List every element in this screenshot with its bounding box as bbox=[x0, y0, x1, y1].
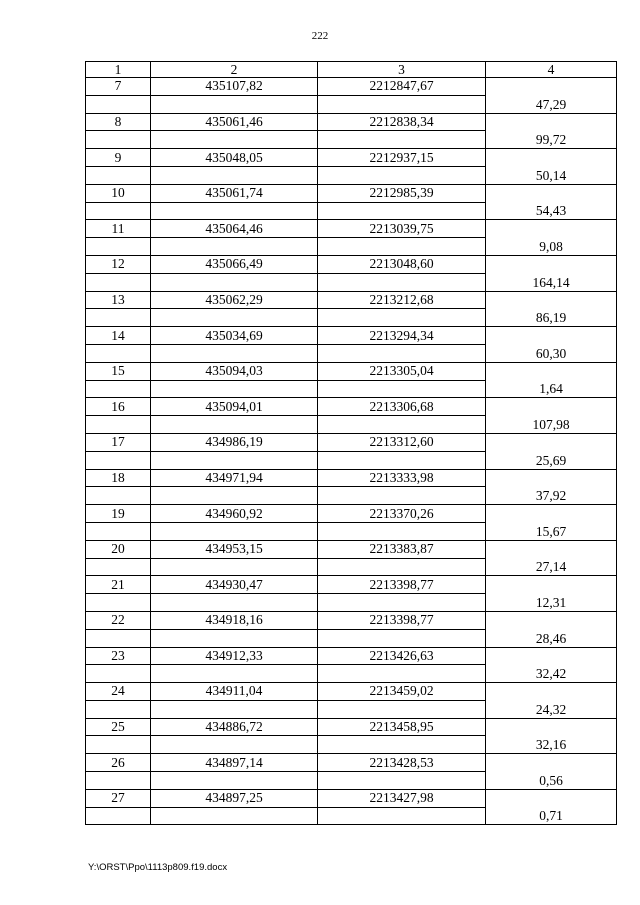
y-coordinate-cell: 2213048,60 bbox=[318, 255, 486, 273]
empty-cell bbox=[151, 273, 318, 291]
distance-cell: 50,14 bbox=[486, 149, 617, 185]
empty-cell bbox=[86, 202, 151, 220]
point-number-cell: 14 bbox=[86, 327, 151, 345]
point-row bbox=[86, 433, 617, 451]
empty-cell bbox=[151, 166, 318, 184]
point-number-cell: 19 bbox=[86, 505, 151, 523]
distance-cell: 86,19 bbox=[486, 291, 617, 327]
empty-cell bbox=[86, 131, 151, 149]
empty-cell bbox=[318, 95, 486, 113]
point-number-cell: 26 bbox=[86, 754, 151, 772]
y-coordinate-cell: 2213383,87 bbox=[318, 540, 486, 558]
empty-cell bbox=[86, 273, 151, 291]
empty-cell bbox=[318, 522, 486, 540]
empty-cell bbox=[151, 416, 318, 434]
point-number-cell: 10 bbox=[86, 184, 151, 202]
point-number-cell: 22 bbox=[86, 611, 151, 629]
x-coordinate-cell: 435034,69 bbox=[151, 327, 318, 345]
empty-cell bbox=[318, 202, 486, 220]
empty-cell bbox=[86, 736, 151, 754]
y-coordinate-cell: 2213370,26 bbox=[318, 505, 486, 523]
empty-cell bbox=[318, 665, 486, 683]
empty-cell bbox=[318, 807, 486, 825]
x-coordinate-cell: 434960,92 bbox=[151, 505, 318, 523]
point-row bbox=[86, 789, 617, 807]
point-number-cell: 23 bbox=[86, 647, 151, 665]
distance-cell: 54,43 bbox=[486, 184, 617, 220]
empty-cell bbox=[151, 558, 318, 576]
column-header-1: 1 bbox=[86, 62, 151, 78]
empty-cell bbox=[318, 309, 486, 327]
point-number-cell: 25 bbox=[86, 718, 151, 736]
footer-file-path: Y:\ORST\Ppo\1113p809.f19.docx bbox=[88, 862, 228, 873]
point-row bbox=[86, 469, 617, 487]
point-row bbox=[86, 754, 617, 772]
empty-cell bbox=[86, 700, 151, 718]
empty-cell bbox=[86, 558, 151, 576]
x-coordinate-cell: 435064,46 bbox=[151, 220, 318, 238]
point-number-cell: 24 bbox=[86, 683, 151, 701]
point-row bbox=[86, 291, 617, 309]
point-number-cell: 18 bbox=[86, 469, 151, 487]
distance-cell: 0,56 bbox=[486, 754, 617, 790]
point-number-cell: 13 bbox=[86, 291, 151, 309]
distance-cell: 9,08 bbox=[486, 220, 617, 256]
x-coordinate-cell: 434971,94 bbox=[151, 469, 318, 487]
empty-cell bbox=[151, 202, 318, 220]
point-number-cell: 27 bbox=[86, 789, 151, 807]
column-header-4: 4 bbox=[486, 62, 617, 78]
empty-cell bbox=[86, 629, 151, 647]
empty-cell bbox=[318, 629, 486, 647]
empty-cell bbox=[86, 451, 151, 469]
point-row bbox=[86, 362, 617, 380]
point-row bbox=[86, 113, 617, 131]
point-row bbox=[86, 78, 617, 96]
y-coordinate-cell: 2212937,15 bbox=[318, 149, 486, 167]
empty-cell bbox=[318, 736, 486, 754]
y-coordinate-cell: 2213459,02 bbox=[318, 683, 486, 701]
distance-cell: 24,32 bbox=[486, 683, 617, 719]
x-coordinate-cell: 435062,29 bbox=[151, 291, 318, 309]
empty-cell bbox=[318, 487, 486, 505]
empty-cell bbox=[318, 380, 486, 398]
distance-cell: 32,16 bbox=[486, 718, 617, 754]
x-coordinate-cell: 434886,72 bbox=[151, 718, 318, 736]
empty-cell bbox=[151, 594, 318, 612]
y-coordinate-cell: 2213398,77 bbox=[318, 611, 486, 629]
point-number-cell: 9 bbox=[86, 149, 151, 167]
distance-cell: 32,42 bbox=[486, 647, 617, 683]
empty-cell bbox=[151, 522, 318, 540]
empty-cell bbox=[151, 380, 318, 398]
empty-cell bbox=[151, 238, 318, 256]
empty-cell bbox=[318, 166, 486, 184]
x-coordinate-cell: 434930,47 bbox=[151, 576, 318, 594]
empty-cell bbox=[318, 238, 486, 256]
x-coordinate-cell: 435094,01 bbox=[151, 398, 318, 416]
empty-cell bbox=[318, 772, 486, 790]
page-number: 222 bbox=[311, 30, 329, 42]
distance-cell: 1,64 bbox=[486, 362, 617, 398]
x-coordinate-cell: 434986,19 bbox=[151, 433, 318, 451]
y-coordinate-cell: 2212847,67 bbox=[318, 78, 486, 96]
x-coordinate-cell: 435048,05 bbox=[151, 149, 318, 167]
empty-cell bbox=[86, 166, 151, 184]
empty-cell bbox=[318, 344, 486, 362]
empty-cell bbox=[86, 522, 151, 540]
distance-cell: 107,98 bbox=[486, 398, 617, 434]
x-coordinate-cell: 434897,25 bbox=[151, 789, 318, 807]
point-number-cell: 21 bbox=[86, 576, 151, 594]
empty-cell bbox=[151, 451, 318, 469]
y-coordinate-cell: 2213294,34 bbox=[318, 327, 486, 345]
empty-cell bbox=[86, 95, 151, 113]
empty-cell bbox=[151, 309, 318, 327]
empty-cell bbox=[86, 344, 151, 362]
empty-cell bbox=[86, 772, 151, 790]
column-header-3: 3 bbox=[318, 62, 486, 78]
point-row bbox=[86, 647, 617, 665]
y-coordinate-cell: 2213312,60 bbox=[318, 433, 486, 451]
y-coordinate-cell: 2213458,95 bbox=[318, 718, 486, 736]
distance-cell: 15,67 bbox=[486, 505, 617, 541]
y-coordinate-cell: 2213306,68 bbox=[318, 398, 486, 416]
point-row bbox=[86, 149, 617, 167]
point-row bbox=[86, 611, 617, 629]
empty-cell bbox=[318, 273, 486, 291]
empty-cell bbox=[86, 238, 151, 256]
empty-cell bbox=[86, 487, 151, 505]
x-coordinate-cell: 435061,46 bbox=[151, 113, 318, 131]
point-row bbox=[86, 184, 617, 202]
y-coordinate-cell: 2213333,98 bbox=[318, 469, 486, 487]
empty-cell bbox=[151, 344, 318, 362]
table-body bbox=[86, 62, 617, 825]
point-number-cell: 11 bbox=[86, 220, 151, 238]
point-row bbox=[86, 540, 617, 558]
y-coordinate-cell: 2212985,39 bbox=[318, 184, 486, 202]
x-coordinate-cell: 435061,74 bbox=[151, 184, 318, 202]
point-row bbox=[86, 327, 617, 345]
table-header-row bbox=[86, 62, 617, 78]
empty-cell bbox=[151, 487, 318, 505]
distance-cell: 27,14 bbox=[486, 540, 617, 576]
x-coordinate-cell: 435107,82 bbox=[151, 78, 318, 96]
empty-cell bbox=[151, 131, 318, 149]
distance-cell: 28,46 bbox=[486, 611, 617, 647]
distance-cell: 12,31 bbox=[486, 576, 617, 612]
empty-cell bbox=[151, 736, 318, 754]
x-coordinate-cell: 434897,14 bbox=[151, 754, 318, 772]
empty-cell bbox=[86, 380, 151, 398]
y-coordinate-cell: 2213428,53 bbox=[318, 754, 486, 772]
y-coordinate-cell: 2213427,98 bbox=[318, 789, 486, 807]
distance-cell: 47,29 bbox=[486, 78, 617, 114]
point-row bbox=[86, 398, 617, 416]
x-coordinate-cell: 434918,16 bbox=[151, 611, 318, 629]
column-header-2: 2 bbox=[151, 62, 318, 78]
empty-cell bbox=[151, 700, 318, 718]
x-coordinate-cell: 434953,15 bbox=[151, 540, 318, 558]
point-number-cell: 12 bbox=[86, 255, 151, 273]
empty-cell bbox=[151, 665, 318, 683]
empty-cell bbox=[151, 807, 318, 825]
point-number-cell: 16 bbox=[86, 398, 151, 416]
empty-cell bbox=[318, 451, 486, 469]
y-coordinate-cell: 2213305,04 bbox=[318, 362, 486, 380]
point-row bbox=[86, 718, 617, 736]
point-row bbox=[86, 683, 617, 701]
empty-cell bbox=[318, 558, 486, 576]
x-coordinate-cell: 435094,03 bbox=[151, 362, 318, 380]
empty-cell bbox=[318, 700, 486, 718]
empty-cell bbox=[151, 772, 318, 790]
distance-cell: 0,71 bbox=[486, 789, 617, 825]
x-coordinate-cell: 435066,49 bbox=[151, 255, 318, 273]
point-row bbox=[86, 255, 617, 273]
distance-cell: 25,69 bbox=[486, 433, 617, 469]
y-coordinate-cell: 2213398,77 bbox=[318, 576, 486, 594]
empty-cell bbox=[86, 309, 151, 327]
empty-cell bbox=[86, 416, 151, 434]
y-coordinate-cell: 2213039,75 bbox=[318, 220, 486, 238]
x-coordinate-cell: 434911,04 bbox=[151, 683, 318, 701]
empty-cell bbox=[86, 594, 151, 612]
x-coordinate-cell: 434912,33 bbox=[151, 647, 318, 665]
empty-cell bbox=[86, 665, 151, 683]
empty-cell bbox=[318, 131, 486, 149]
empty-cell bbox=[318, 594, 486, 612]
distance-cell: 60,30 bbox=[486, 327, 617, 363]
distance-cell: 99,72 bbox=[486, 113, 617, 149]
y-coordinate-cell: 2213212,68 bbox=[318, 291, 486, 309]
point-number-cell: 15 bbox=[86, 362, 151, 380]
empty-cell bbox=[151, 95, 318, 113]
point-number-cell: 20 bbox=[86, 540, 151, 558]
point-row bbox=[86, 576, 617, 594]
point-number-cell: 7 bbox=[86, 78, 151, 96]
y-coordinate-cell: 2213426,63 bbox=[318, 647, 486, 665]
empty-cell bbox=[318, 416, 486, 434]
empty-cell bbox=[151, 629, 318, 647]
distance-cell: 164,14 bbox=[486, 255, 617, 291]
empty-cell bbox=[86, 807, 151, 825]
y-coordinate-cell: 2212838,34 bbox=[318, 113, 486, 131]
point-number-cell: 8 bbox=[86, 113, 151, 131]
coordinates-table bbox=[85, 61, 617, 825]
point-row bbox=[86, 505, 617, 523]
point-row bbox=[86, 220, 617, 238]
point-number-cell: 17 bbox=[86, 433, 151, 451]
distance-cell: 37,92 bbox=[486, 469, 617, 505]
